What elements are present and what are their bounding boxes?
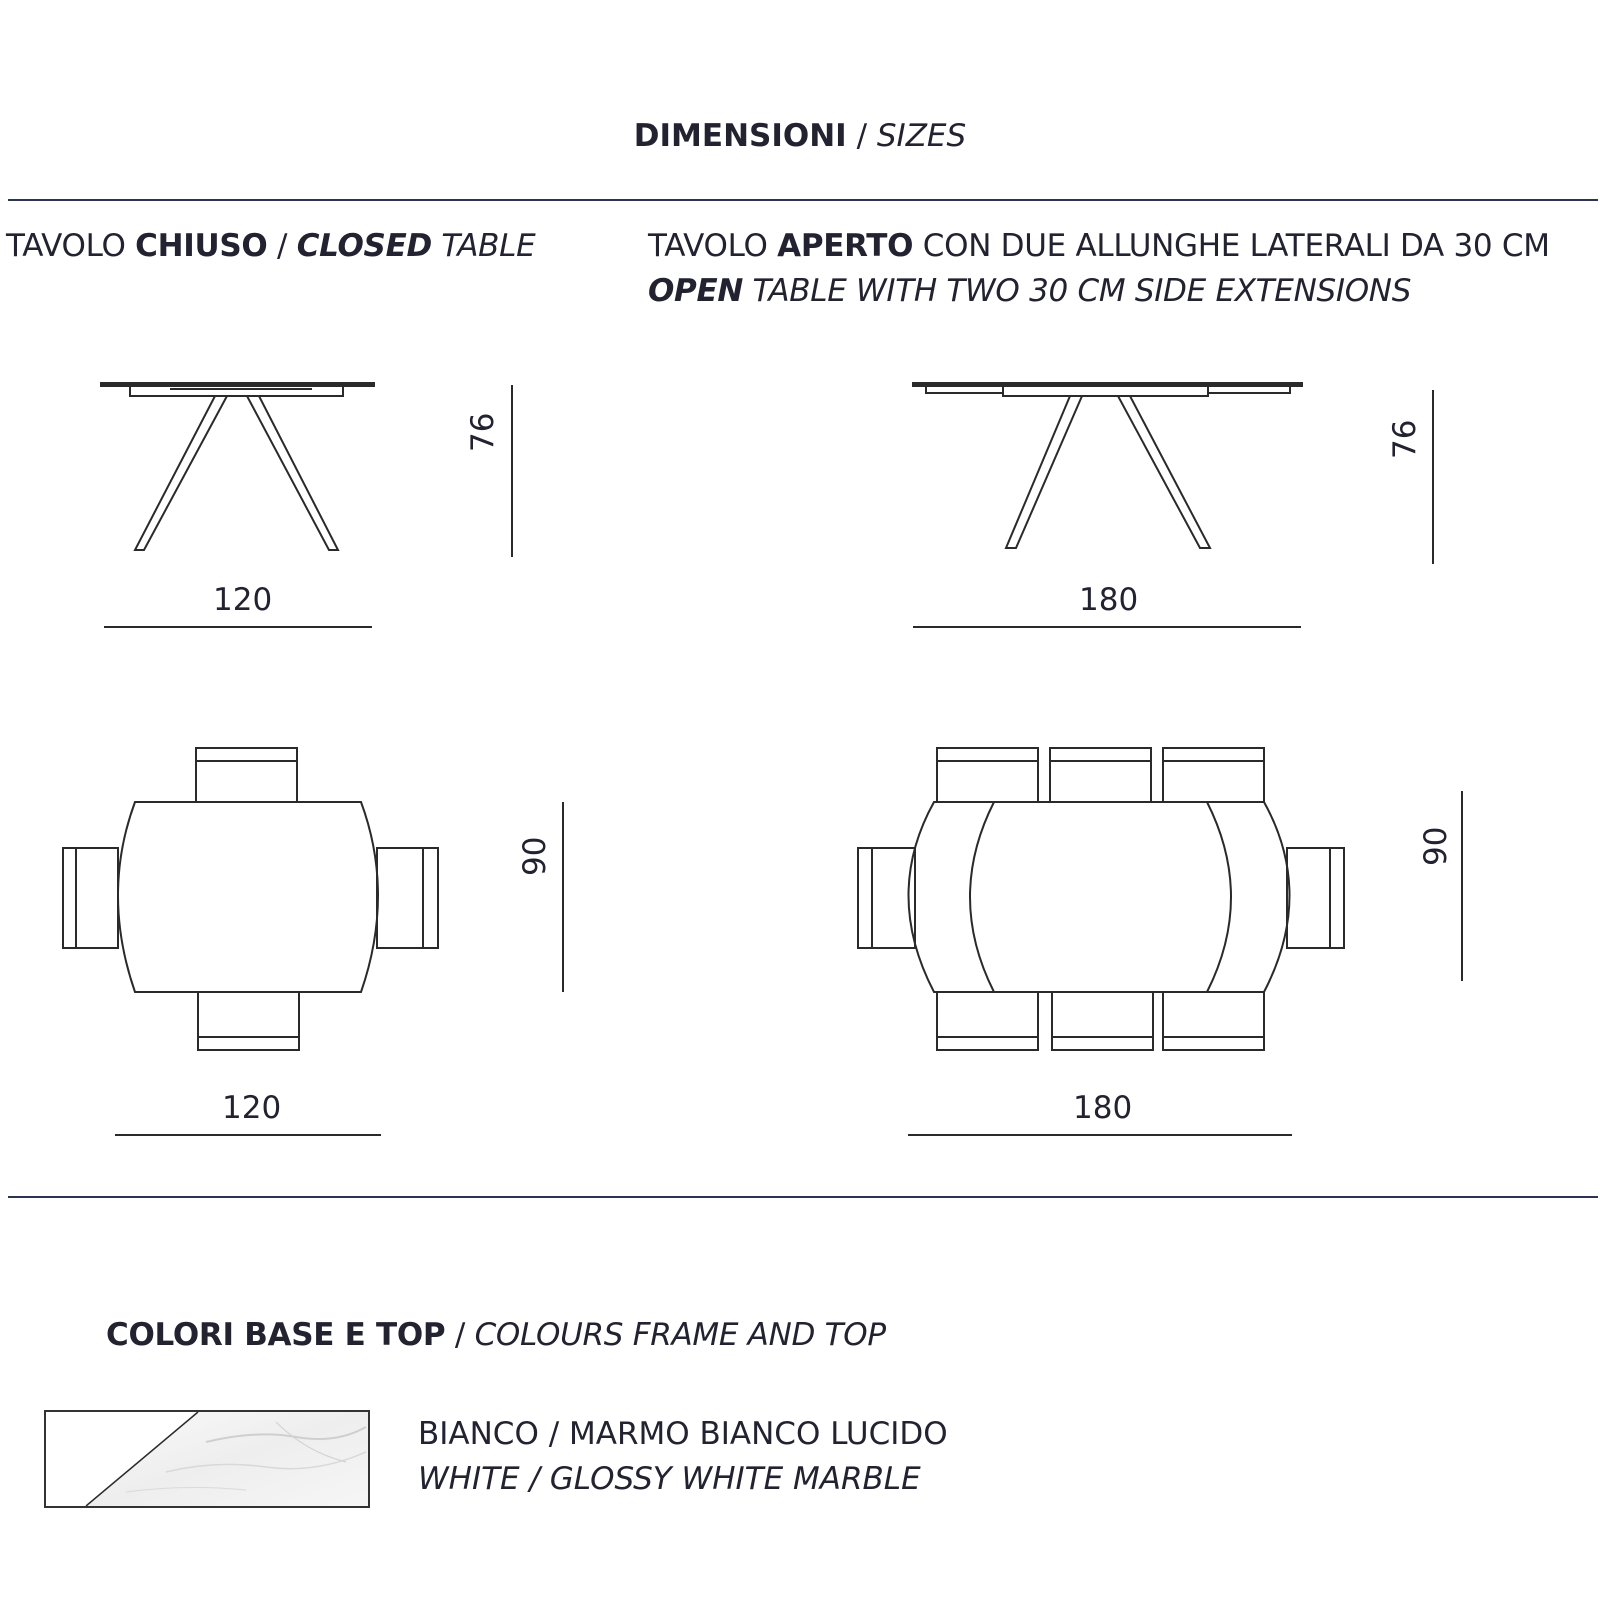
chair-open-top-3 [1163, 748, 1264, 802]
closed-heading-italic: TABLE [431, 228, 536, 264]
closed-side-view [100, 382, 375, 550]
closed-top-view [63, 748, 438, 1050]
extension-seam-right [1207, 802, 1231, 992]
open-leg-right [1118, 396, 1210, 548]
open-top-depth-label: 90 [1418, 826, 1454, 866]
closed-top-width-label: 120 [222, 1090, 282, 1126]
extension-seam-left [970, 802, 994, 992]
chair-closed-bottom [198, 992, 299, 1050]
open-top-width-label: 180 [1073, 1090, 1133, 1126]
marble-swatch-graphic [46, 1412, 368, 1506]
closed-heading-bold: CHIUSO [135, 228, 268, 264]
chair-open-bottom-2 [1052, 992, 1153, 1050]
open-heading-prefix: TAVOLO [648, 228, 778, 264]
colours-heading-sep: / [445, 1317, 475, 1353]
open-heading2-bold-italic: OPEN [648, 273, 743, 309]
chair-open-bottom-1 [937, 992, 1038, 1050]
closed-top-depth-label: 90 [517, 836, 553, 876]
chair-open-right [1287, 848, 1344, 948]
closed-leg-left [135, 396, 227, 550]
bottom-divider [8, 1196, 1598, 1198]
colour-name-en: WHITE / GLOSSY WHITE MARBLE [418, 1461, 921, 1497]
open-heading-bold: APERTO [777, 228, 914, 264]
colour-name-it: BIANCO / MARMO BIANCO LUCIDO [418, 1416, 948, 1452]
chair-open-bottom-3 [1163, 992, 1264, 1050]
open-side-view [912, 382, 1303, 548]
title-it: DIMENSIONI [633, 118, 847, 154]
chair-open-top-2 [1050, 748, 1151, 802]
open-top-view [858, 748, 1344, 1050]
closed-tabletop [118, 802, 378, 992]
closed-heading-prefix: TAVOLO [6, 228, 136, 264]
open-leg-left [1006, 396, 1082, 548]
open-heading2-italic: TABLE WITH TWO 30 CM SIDE EXTENSIONS [743, 273, 1412, 309]
closed-leg-right [247, 396, 338, 550]
colours-heading-it: COLORI BASE E TOP [106, 1317, 446, 1353]
open-tabletop [909, 802, 1290, 992]
chair-closed-top [196, 748, 297, 802]
closed-side-width-label: 120 [213, 582, 273, 618]
chair-open-left [858, 848, 915, 948]
title-sep: / [846, 118, 877, 154]
title-en: SIZES [876, 118, 967, 154]
closed-heading-sep: / [267, 228, 297, 264]
open-heading-rest: CON DUE ALLUNGHE LATERALI DA 30 CM [913, 228, 1550, 264]
colours-heading [106, 1317, 886, 1353]
closed-heading-bold-italic: CLOSED [296, 228, 432, 264]
chair-open-top-1 [937, 748, 1038, 802]
open-side-width-label: 180 [1079, 582, 1139, 618]
colour-swatch [44, 1410, 370, 1508]
closed-side-height-label: 76 [465, 412, 501, 452]
open-side-height-label: 76 [1387, 419, 1423, 459]
colours-heading-en: COLOURS FRAME AND TOP [474, 1317, 886, 1353]
chair-closed-right [377, 848, 438, 948]
chair-closed-left [63, 848, 118, 948]
